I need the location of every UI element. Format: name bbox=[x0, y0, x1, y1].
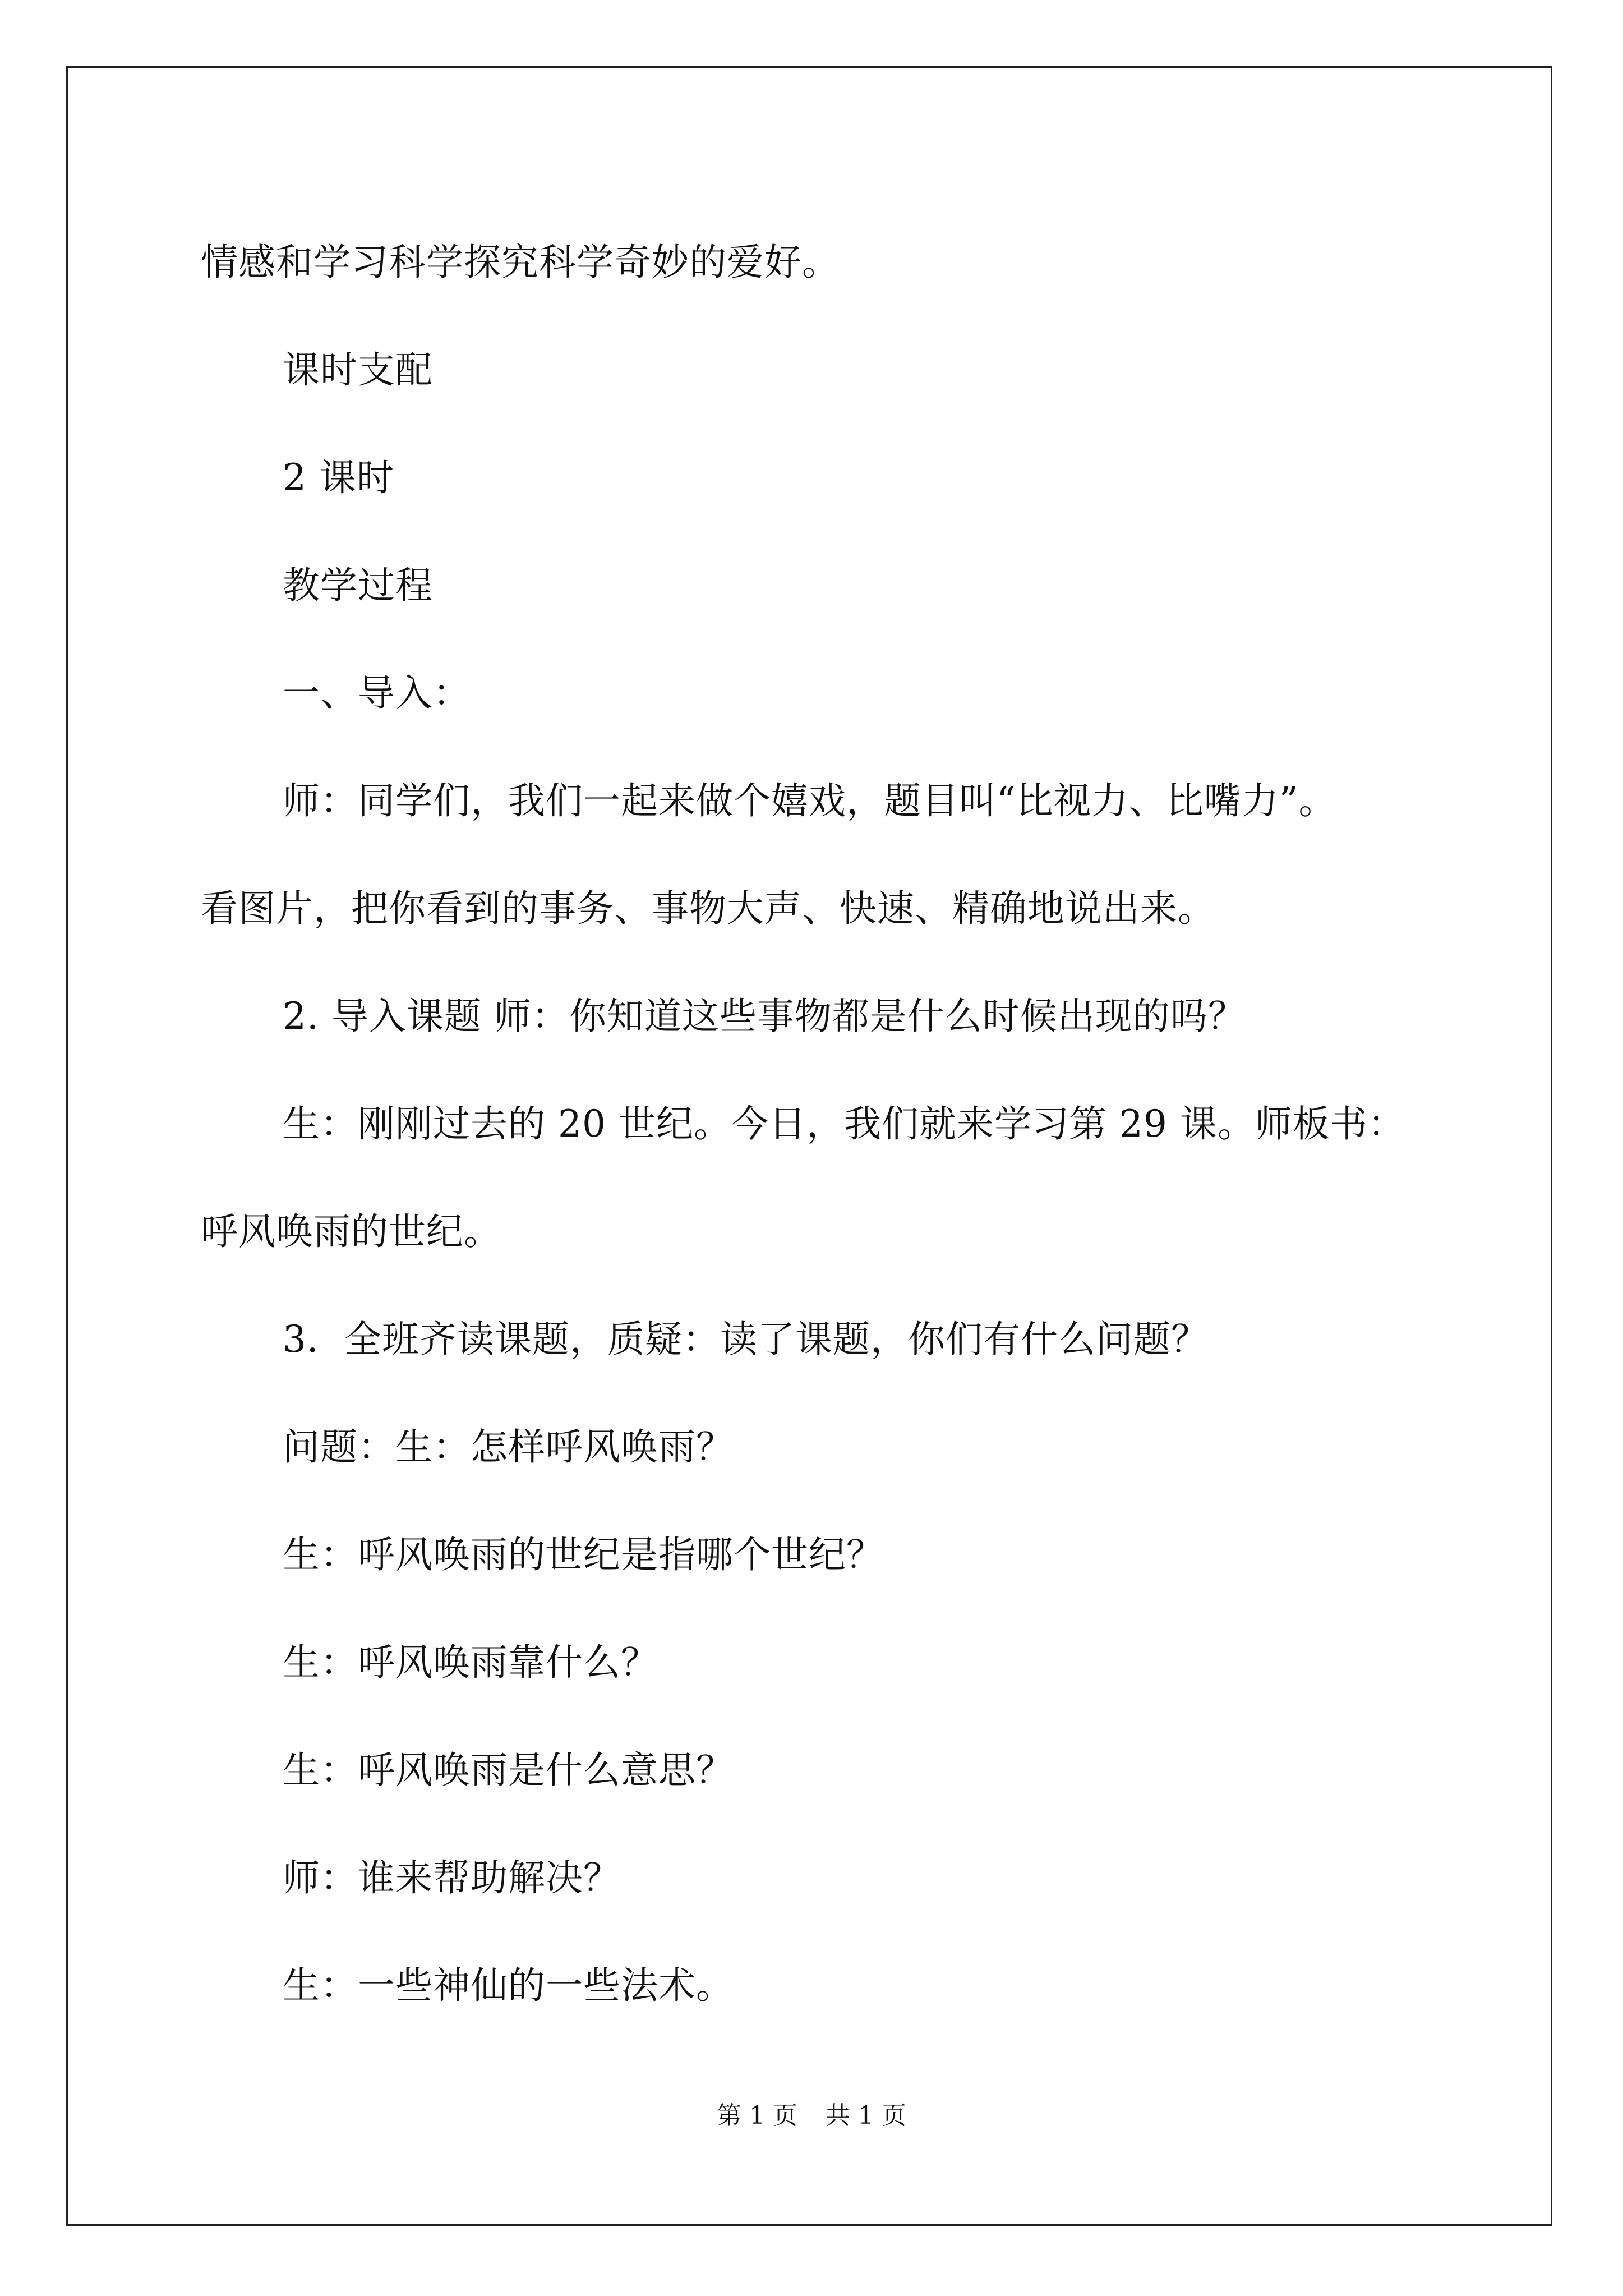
paragraph-8: 2. 导入课题 师：你知道这些事物都是什么时候出现的吗？ bbox=[283, 995, 1246, 1038]
paragraph-13: 生：呼风唤雨的世纪是指哪个世纪？ bbox=[283, 1533, 884, 1576]
paragraph-1: 情感和学习科学探究科学奇妙的爱好。 bbox=[201, 241, 840, 284]
paragraph-2: 课时支配 bbox=[283, 348, 433, 392]
paragraph-5: 一、导入： bbox=[283, 671, 471, 715]
paragraph-15: 生：呼风唤雨是什么意思？ bbox=[283, 1749, 734, 1792]
page-footer bbox=[0, 2099, 1623, 2133]
paragraph-16: 师：谁来帮助解决？ bbox=[283, 1856, 621, 1899]
paragraph-12: 问题：生：怎样呼风唤雨？ bbox=[283, 1425, 734, 1469]
paragraph-3: 2 课时 bbox=[283, 456, 394, 499]
paragraph-11: 3．全班齐读课题，质疑：读了课题，你们有什么问题？ bbox=[283, 1318, 1209, 1361]
total-pages-label: 共 1 页 bbox=[826, 2101, 906, 2130]
paragraph-10: 呼风唤雨的世纪。 bbox=[201, 1210, 501, 1253]
paragraph-7: 看图片，把你看到的事务、事物大声、快速、精确地说出来。 bbox=[201, 887, 1215, 930]
current-page-label: 第 1 页 bbox=[717, 2101, 797, 2130]
paragraph-17: 生：一些神仙的一些法术。 bbox=[283, 1964, 734, 2007]
paragraph-9: 生：刚刚过去的 20 世纪。今日，我们就来学习第 29 课。师板书： bbox=[283, 1102, 1405, 1145]
document-body bbox=[201, 209, 1479, 2040]
paragraph-4: 教学过程 bbox=[283, 564, 433, 607]
paragraph-14: 生：呼风唤雨靠什么？ bbox=[283, 1641, 658, 1684]
paragraph-6: 师：同学们，我们一起来做个嬉戏，题目叫“比视力、比嘴力”。 bbox=[283, 779, 1336, 822]
